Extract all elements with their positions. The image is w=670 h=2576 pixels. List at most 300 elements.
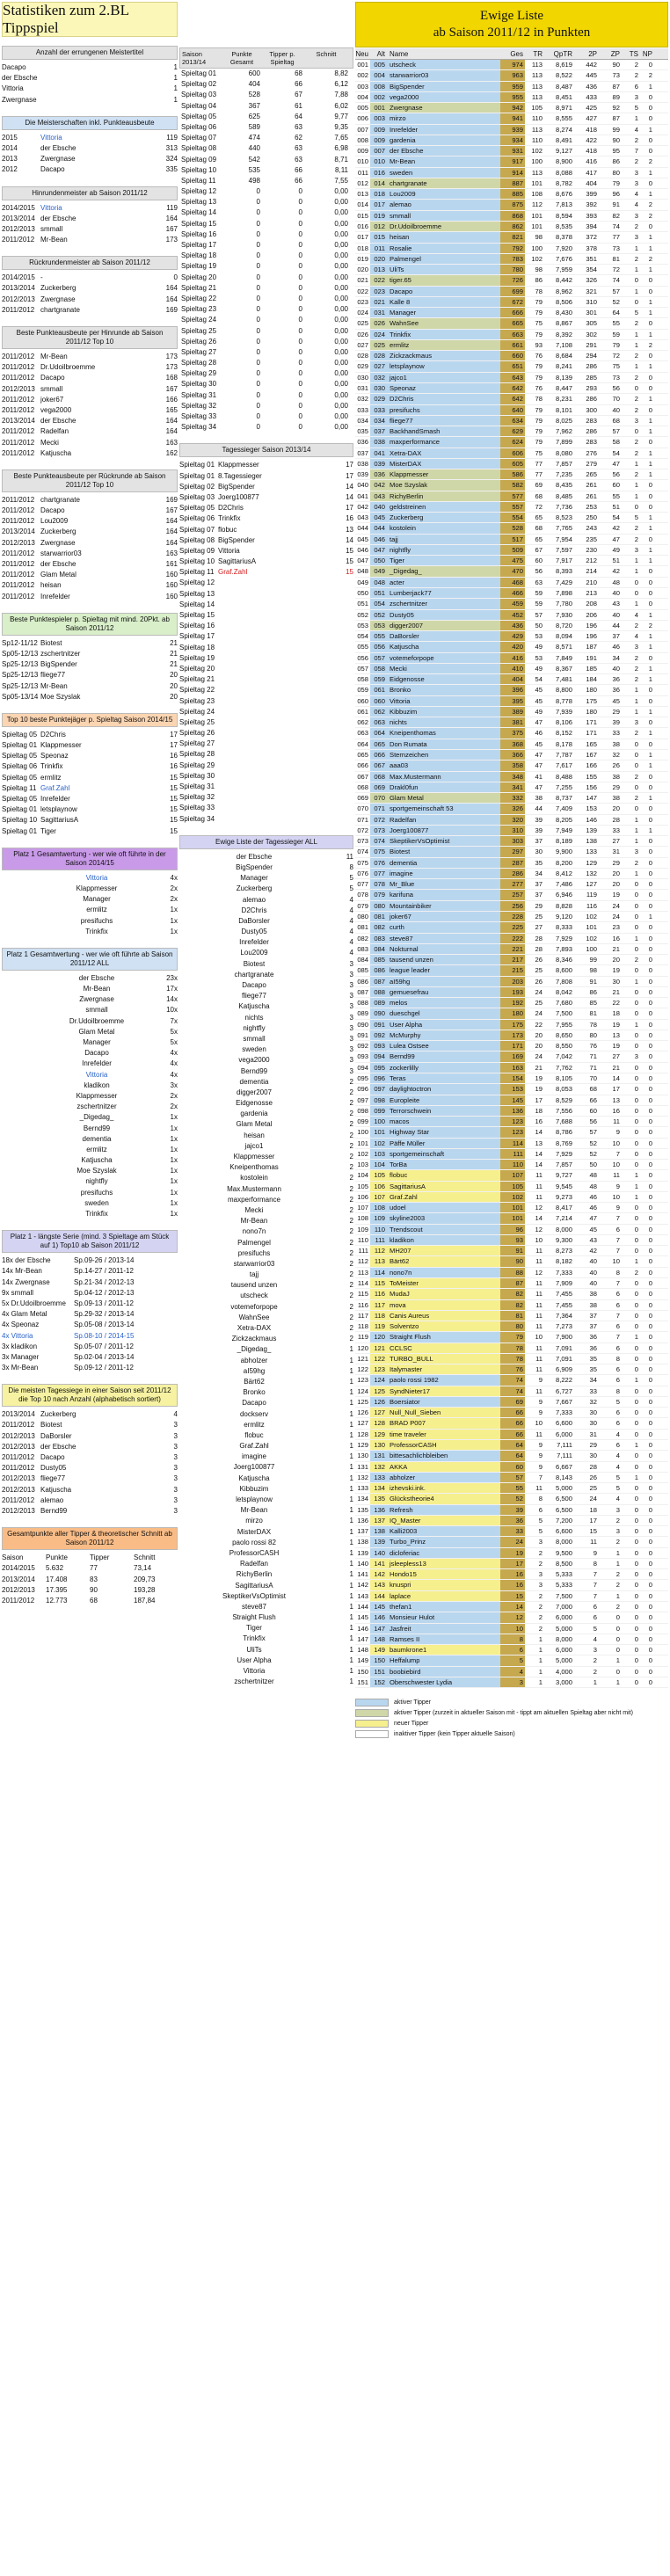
stat-name: zschertnitzer [76,1102,117,1111]
ewige-cell: 557 [500,502,525,512]
stat-value: 1x [170,1198,178,1207]
ewige-cell: 100 [531,157,543,166]
ewige-cell: 012 [357,178,368,187]
ewige-cell: 91 [612,200,620,209]
ewige-cell: 56 [612,383,620,392]
spieltag-cell: 61 [295,101,302,110]
ewige-cell: 117 [357,1311,368,1320]
ewige-cell: 4 [615,1430,620,1438]
ewige-cell: 53 [535,632,543,641]
stat-value: 21 [170,638,178,647]
stat-box-title: Platz 1 - längste Serie (mind. 3 Spieltage am Stück auf 1) Top10 ab Saison 2011/12 [2,1230,178,1253]
ewige-tagessieger-row [179,1569,353,1580]
ewige-cell: 2 [538,1559,543,1568]
ewige-cell: 1 [648,794,652,803]
table-row [355,1300,668,1311]
stat-label: 2011/2012 [2,395,35,404]
ewige-cell: 7,042 [555,1052,572,1061]
stat-row [2,224,178,235]
ewige-cell: 92 [612,104,620,113]
ewige-cell: 0 [648,1484,652,1493]
stat-name: ermlitz [40,773,62,782]
ewige-cell: 10 [535,1419,543,1428]
ewige-cell: 5 [615,1484,620,1493]
ewige-cell: joker67 [388,912,500,921]
table-row [355,739,668,750]
streak-name: 14x Zwergnase [2,1277,50,1286]
ewige-cell: 0 [648,696,652,705]
spieltag-cell: Spieltag 28 [181,359,217,367]
stat-name [40,73,153,84]
ewige-cell: 1 [648,643,652,651]
tagessieger-row [179,685,353,695]
ewige-tagessieger-count: 2 [349,1238,353,1247]
ewige-tagessieger-name: ermlitz [244,1420,265,1429]
table-row [355,1602,668,1612]
ewige-cell: 8,273 [555,1247,572,1255]
stat-value: 164 [165,295,178,303]
ewige-cell: 7,486 [555,880,572,889]
stat-name [40,95,153,106]
ewige-cell: 0 [634,1602,638,1611]
ewige-cell: 348 [500,772,525,782]
spieltag-cell: 0 [256,229,260,238]
table-row [355,610,668,621]
stat-label: 2011/2012 [2,353,35,360]
ewige-cell: 8,143 [555,1473,572,1481]
ewige-cell: 16 [500,1569,525,1579]
ewige-cell: 326 [586,276,597,285]
table-row [179,186,353,197]
ewige-cell: 0 [648,653,652,662]
ewige-cell: 011 [370,244,388,253]
streak-range: Sp.09-13 / 2011-12 [74,1299,134,1307]
ewige-cell: 2 [593,1656,597,1665]
ewige-cell: 088 [357,999,368,1008]
ewige-tagessieger-count: 4 [349,906,353,914]
ewige-cell: 109 [370,1213,388,1223]
ewige-cell: 057 [357,664,368,673]
ewige-cell: 56 [589,1117,597,1126]
table-row [355,330,668,340]
ewige-header-cell: TR [533,50,543,58]
ewige-cell: 941 [500,113,525,123]
ewige-cell: 0 [634,1495,638,1503]
ewige-cell: 2 [634,956,638,964]
ewige-cell: 143 [357,1591,368,1600]
tagessieger-name [218,696,329,707]
ewige-cell: 6,500 [555,1495,572,1503]
ewige-cell: 114 [500,1139,525,1148]
spieltag-cell: 0 [256,262,260,271]
stat-row [2,1070,178,1081]
tagessieger-spieltag: Spieltag 05 [179,504,215,513]
ewige-cell: 3 [634,848,638,856]
ewige-tagessieger-count: 3 [349,970,353,979]
ewige-cell: 010 [370,156,388,166]
ewige-cell: 022 [357,287,368,295]
stat-name: Moe Szyslak [40,692,81,701]
ewige-cell: User Alpha [388,1020,500,1030]
stat-label: 2014/2015 [2,203,35,212]
ewige-tagessieger-row [179,1173,353,1183]
ewige-cell: 028 [357,352,368,360]
ewige-cell: 2 [634,135,638,144]
tagessieger-spieltag: Spieltag 26 [179,729,215,738]
ewige-cell: Zickzackmaus [388,351,500,360]
ewige-cell: 33 [612,826,620,834]
ewige-cell: 286 [586,427,597,436]
ewige-cell: 0 [634,1009,638,1018]
spieltag-cell: 6,02 [334,101,348,110]
ewige-cell: 020 [357,266,368,274]
ewige-cell: 1 [648,427,652,436]
table-row [179,112,353,122]
tagessieger-name [218,782,329,792]
stat-row [2,905,178,915]
spieltag-cell: Spieltag 03 [181,91,217,99]
ewige-cell: 0 [634,1300,638,1309]
ewige-cell: 6 [615,1225,620,1233]
ewige-cell: 37 [535,837,543,846]
ewige-cell: presifuchs [388,405,500,415]
table-row [355,1127,668,1138]
ewige-cell: 7,955 [555,1020,572,1029]
ewige-cell: Refresh [388,1505,500,1515]
spieltag-cell: 0,00 [334,412,348,420]
ewige-cell: 0 [648,1214,652,1223]
ewige-cell: 303 [500,836,525,846]
ewige-cell: 79 [535,373,543,382]
ewige-cell: 404 [500,674,525,684]
stat-value: 10x [166,1006,178,1015]
totals-row [2,1575,178,1585]
ewige-cell: 4 [615,1452,620,1460]
ewige-cell: 10 [535,1235,543,1244]
ewige-cell: 228 [500,912,525,921]
table-row [179,401,353,411]
table-row [355,146,668,156]
ewige-cell: 014 [357,200,368,209]
ewige-cell: 8 [538,1495,543,1503]
table-row [355,599,668,609]
stat-name: Dr.Udoilbroemme [40,363,96,372]
stat-label [2,1198,40,1209]
stat-label: 2013 [2,155,18,164]
ewige-cell: 74 [612,222,620,230]
ewige-tagessieger-name: gardenia [240,1110,268,1118]
ewige-cell: 101 [531,211,543,220]
ewige-cell: 059 [370,674,388,684]
ewige-cell: 206 [586,610,597,619]
ewige-cell: 098 [370,1095,388,1105]
stat-value: 164 [165,284,178,293]
ewige-cell: 392 [586,200,597,209]
ewige-tagessieger-name: Dusty05 [241,928,267,936]
ewige-tagessieger-count: 2 [349,1131,353,1139]
ewige-tagessieger-name: ProfessorCASH [229,1548,280,1557]
spieltag-cell: 0,00 [334,273,348,281]
table-row [355,1364,668,1375]
ewige-tagessieger-row [179,1055,353,1066]
table-row [355,1084,668,1095]
stat-name: nightfly [85,1177,108,1186]
stat-value: 160 [165,592,178,600]
stat-row [2,295,178,305]
ewige-cell: 378 [586,244,597,252]
stat-value: 17 [170,730,178,739]
ewige-cell: 032 [370,373,388,382]
stat-name: Katjuscha [40,1485,72,1494]
ewige-cell: 0 [648,869,652,877]
ewige-cell: 79 [535,416,543,425]
stat-value: 169 [165,495,178,504]
ewige-cell: 2 [634,535,638,543]
table-row [355,879,668,890]
table-row [355,1418,668,1429]
table-row [355,70,668,81]
ewige-cell: Kalli2003 [388,1526,500,1536]
tagessieger-name [218,803,329,813]
ewige-cell: 1 [634,1473,638,1481]
ewige-cell: 468 [500,578,525,587]
ewige-cell: 45 [612,696,620,705]
tagessieger-name [218,653,329,664]
table-row [179,122,353,133]
ewige-cell: 0 [648,1591,652,1600]
streak-name: 9x smmall [2,1288,34,1297]
ewige-cell: 059 [357,686,368,695]
ewige-cell: 2 [615,1602,620,1611]
ewige-cell: 52 [500,1494,525,1503]
ewige-cell: 30 [535,848,543,856]
stat-value: 5x [170,1038,178,1046]
ewige-cell: Mountainbiker [388,901,500,911]
ewige-cell: 140 [370,1548,388,1558]
ewige-cell: 351 [586,254,597,263]
ewige-tagessieger-count: 3 [349,1023,353,1032]
stat-name: Tiger [40,826,56,835]
ewige-tagessieger-count: 1 [349,1634,353,1643]
table-row [355,901,668,912]
ewige-tagessieger-row [179,1505,353,1516]
ewige-cell: SagittariusA [388,1182,500,1191]
ewige-cell: Kalle 8 [388,297,500,307]
stat-name: _Digedag_ [79,1113,114,1122]
stat-value: 15 [170,826,178,835]
stat-name: Dr.Udoilbroemme [69,1016,125,1025]
ewige-cell: 077 [357,880,368,889]
ewige-cell: 1 [634,1020,638,1029]
ewige-cell: utscheck [388,60,500,69]
ewige-cell: 0 [648,1452,652,1460]
table-row [355,1440,668,1451]
ewige-cell: 862 [500,222,525,231]
spieltag-cell: 0,00 [334,229,348,238]
ewige-tagessieger-row [179,1066,353,1077]
ewige-cell: 072 [370,815,388,825]
stat-value: 1x [170,916,178,925]
ewige-cell: 25 [535,999,543,1008]
ewige-cell: 80 [500,1321,525,1331]
ewige-cell: 341 [500,782,525,792]
ewige-cell: 3 [634,545,638,554]
ewige-cell: 113 [531,168,543,177]
ewige-cell: 101 [500,1203,525,1212]
ewige-cell: 8,101 [555,405,572,414]
ewige-tagessieger-count: 1 [349,1506,353,1515]
ewige-cell: Europleite [388,1095,500,1105]
ewige-cell: 10 [500,1624,525,1634]
ewige-cell: 036 [370,469,388,479]
ewige-cell: 39 [500,1505,525,1515]
ewige-cell: 110 [531,135,543,144]
ewige-cell: 6 [538,1505,543,1514]
spieltag-cell: 0 [298,390,302,399]
stat-row [2,62,178,73]
ewige-cell: 50 [535,621,543,629]
ewige-cell: 7,214 [555,1214,572,1223]
ewige-cell: 023 [370,287,388,296]
ewige-cell: Boersiator [388,1397,500,1407]
ewige-cell: sportgemeinschaft 53 [388,804,500,813]
ewige-cell: 092 [357,1042,368,1051]
ewige-cell: 7,409 [555,804,572,813]
ewige-cell: 137 [357,1527,368,1536]
ewige-tagessieger-name: smmall [243,1034,266,1043]
ewige-cell: 50 [589,1161,597,1169]
ewige-cell: Italymaster [388,1364,500,1374]
ewige-cell: 305 [586,319,597,328]
ewige-cell: 8,500 [555,1559,572,1568]
ewige-cell: dicloferiac [388,1548,500,1558]
ewige-cell: 0 [634,880,638,889]
spieltag-table-body [179,69,353,433]
ewige-cell: 114 [357,1279,368,1288]
ewige-tagessieger-name: Mr-Bean [240,1217,268,1226]
ewige-cell: 7,556 [555,1106,572,1115]
ewige-cell: 142 [370,1569,388,1579]
ewige-cell: 0 [634,1365,638,1374]
stat-value: 1x [170,1167,178,1175]
ewige-cell: 33 [589,1386,597,1395]
ewige-cell: 82 [500,1289,525,1299]
streak-range: Sp.14-27 / 2011-12 [74,1267,134,1276]
ewige-cell: 66 [500,1408,525,1417]
tagessieger-row [179,782,353,792]
ewige-cell: 032 [357,395,368,404]
ewige-cell: 025 [370,340,388,350]
ewige-cell: 91 [589,977,597,986]
table-row [355,760,668,771]
ewige-cell: 1 [634,815,638,824]
ewige-cell: 132 [370,1462,388,1472]
stat-name: chartgranate [40,305,80,314]
ewige-cell: 7,930 [555,610,572,619]
spieltag-cell: 0 [298,305,302,314]
ewige-cell: 1 [648,233,652,242]
stat-name: Speonaz [40,752,69,760]
totals-cell: 193,28 [134,1585,156,1594]
totals-cell: 17.395 [46,1585,68,1594]
ewige-cell: zschertnitzer [388,599,500,608]
tagessieger-points [329,600,353,610]
ewige-cell: ToMeister [388,1278,500,1288]
ewige-cell: 32 [589,1397,597,1406]
ewige-cell: 38 [612,794,620,803]
table-row [355,254,668,265]
ewige-cell: 096 [370,1073,388,1083]
stat-name: Dacapo [40,1453,65,1461]
stat-box-title: Platz 1 Gesamtwertung - wer wie oft führte ab Saison 2011/12 ALL [2,948,178,971]
ewige-cell: 0 [648,1009,652,1018]
streak-extra [157,1299,178,1309]
ewige-cell: 8,676 [555,190,572,199]
spieltag-cell: 0,00 [334,283,348,292]
ewige-cell: 085 [370,955,388,964]
stat-name: Glam Metal [78,1027,115,1036]
ewige-cell: digger2007 [388,621,500,630]
table-row [179,240,353,251]
ewige-cell: 78 [535,287,543,295]
ewige-tagessieger-row [179,1013,353,1023]
totals-cell: 2011/2012 [2,1596,35,1605]
ewige-cell: 783 [500,254,525,264]
tagessieger-row [179,578,353,588]
stat-name: smmall [40,384,63,393]
spieltag-cell: 0,00 [334,423,348,432]
ewige-cell: 1 [634,696,638,705]
totals-cell: 187,84 [134,1596,156,1605]
ewige-cell: 0 [648,1073,652,1082]
ewige-cell: 135 [370,1494,388,1503]
ewige-cell: 145 [370,1602,388,1612]
ewige-cell: 099 [370,1106,388,1116]
table-row [355,674,668,685]
ewige-cell: 6 [615,1365,620,1374]
ewige-cell: 123 [500,1127,525,1137]
ewige-cell: 7 [615,1279,620,1288]
ewige-cell: 55 [612,491,620,500]
ewige-cell: Manager [388,308,500,317]
stat-name: Mr-Bean [40,236,68,244]
tagessieger-points: 14 [346,535,353,544]
streak-extra [157,1277,178,1288]
ewige-cell: 118 [370,1311,388,1321]
table-row [355,318,668,329]
stat-label: 2011/2012 [2,438,35,447]
ewige-tagessieger-name: Bronko [243,1388,266,1397]
ewige-tagessieger-name: Eidgenosse [236,1099,273,1108]
spieltag-cell: Spieltag 17 [181,241,217,249]
ewige-header-cell: Ges [510,50,523,58]
ewige-cell: 34 [589,1376,597,1385]
ewige-cell: 1 [634,567,638,576]
ewige-cell: 11 [535,1311,543,1320]
ewige-cell: 0 [648,1527,652,1536]
ewige-cell: 0 [648,352,652,360]
ewige-cell: 4 [634,200,638,209]
ewige-cell: 7,780 [555,600,572,608]
ewige-cell: 1 [648,244,652,252]
tagessieger-name [218,749,329,760]
ewige-cell: 243 [586,524,597,533]
ewige-cell: 57 [535,610,543,619]
streak-extra [157,1288,178,1299]
ewige-cell: 76 [500,1364,525,1374]
stat-value: 119 [166,133,178,142]
ewige-cell: Mr_Blue [388,879,500,889]
